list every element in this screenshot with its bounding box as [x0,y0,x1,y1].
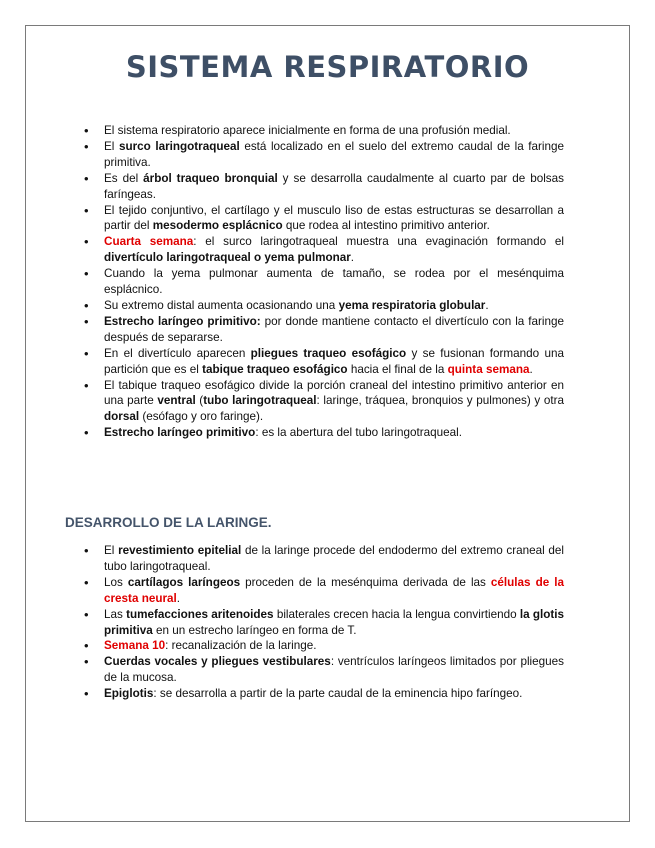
text-run: En el divertículo aparecen [104,346,251,360]
text-run: Las [104,607,127,621]
text-run: pliegues traqueo esofágico [250,346,407,360]
text-run: hacia el final de la [347,362,448,376]
list-item [82,314,564,346]
text-run: ventral [157,394,196,408]
text-run: árbol traqueo bronquial [143,171,278,185]
list-item [82,234,564,266]
list-item [82,203,564,235]
list-item [82,378,564,426]
list-item [82,139,564,171]
text-run: Cuarta semana [104,235,194,249]
text-run: proceden de la mesénquima derivada de las [240,575,491,589]
text-run: : ventrículos laríngeos limitados por pliegues de la mucosa. [104,655,564,685]
text-run: : es la abertura del tubo laringotraqueal. [255,426,462,440]
list-item [82,123,564,139]
text-run: la glotis primitiva [104,607,564,637]
text-run: Estrecho laríngeo primitivo: [104,314,261,328]
text-run: Semana 10 [104,639,166,653]
list-item [82,425,564,441]
text-run: dorsal [104,410,140,424]
text-run: células de la cresta neural [104,575,565,605]
bullet-list-sistema-respiratorio [82,123,564,441]
text-run: : laringe, tráquea, bronquios y pulmones) y otra [316,394,564,408]
list-item [82,638,564,654]
section-heading: DESARROLLO DE LA LARINGE. [65,515,272,530]
text-run: yema respiratoria globular [338,298,486,312]
text-run: Los [104,575,128,589]
text-run: (esófago y oro faringe). [139,410,264,424]
text-run: El tabique traqueo esofágico divide la porción craneal del intestino primitivo anterior en una parte [104,378,564,408]
text-run: : se desarrolla a partir de la parte caudal de la eminencia hipo faríngeo. [153,687,523,701]
text-run: que rodea al intestino primitivo anterior. [282,219,490,233]
text-run: tabique traqueo esofágico [202,362,348,376]
text-run: mesodermo esplácnico [152,219,283,233]
text-run: revestimiento epitelial [118,544,242,557]
text-run: . [485,298,489,312]
text-run: . [529,362,533,376]
list-item [82,654,564,686]
text-run: El tejido conjuntivo, el cartílago y el musculo liso de estas estructuras se desarrollan a partir del [104,203,564,233]
text-run: cartílagos laríngeos [127,575,241,589]
text-run: y se desarrolla caudalmente al cuarto par de bolsas faríngeas. [104,171,564,201]
text-run: y se fusionan formando una partición que es el [104,346,564,376]
text-run: : el surco laringotraqueal muestra una evaginación formando el [193,235,564,249]
text-run: Cuerdas vocales y pliegues vestibulares [104,655,331,669]
text-run: en un estrecho laríngeo en forma de T. [152,623,357,637]
list-item [82,171,564,203]
text-run: Su extremo distal aumenta ocasionando una [104,298,339,312]
text-run: ( [195,394,204,408]
text-run: . [176,591,181,605]
list-item [82,607,564,639]
text-run: de la laringe procede del endodermo del extremo craneal del tubo laringotraqueal. [104,544,565,573]
text-run: tumefacciones aritenoides [126,607,274,621]
text-run: El [104,139,119,153]
text-run: Es del [104,171,144,185]
text-run: Estrecho laríngeo primitivo [104,426,256,440]
text-run: quinta semana [447,362,530,376]
text-run: divertículo laringotraqueal o yema pulmonar [104,251,351,265]
text-run: Cuando la yema pulmonar aumenta de tamaño, se rodea por el mesénquima esplácnico. [104,267,564,297]
list-item [82,346,564,378]
bullet-list-desarrollo-laringe [82,543,564,702]
page-title: SISTEMA RESPIRATORIO [125,50,530,84]
text-run: . [350,251,355,265]
text-run: por donde mantiene contacto el divertículo con la faringe después de separarse. [104,314,565,344]
list-item [82,266,564,298]
text-run: El sistema respiratorio aparece inicialmente en forma de una profusión medial. [104,124,511,137]
text-run: está localizado en el suelo del extremo caudal de la faringe primitiva. [104,139,564,169]
list-item [82,575,564,607]
list-item [82,543,564,575]
text-run: Epiglotis [104,687,154,701]
text-run: El [104,544,119,557]
text-run: bilaterales crecen hacia la lengua convirtiendo [273,607,520,621]
text-run: tubo laringotraqueal [203,394,317,408]
text-run: surco laringotraqueal [118,139,240,153]
list-item [82,686,564,702]
list-item [82,298,564,314]
text-run: : recanalización de la laringe. [165,639,317,653]
